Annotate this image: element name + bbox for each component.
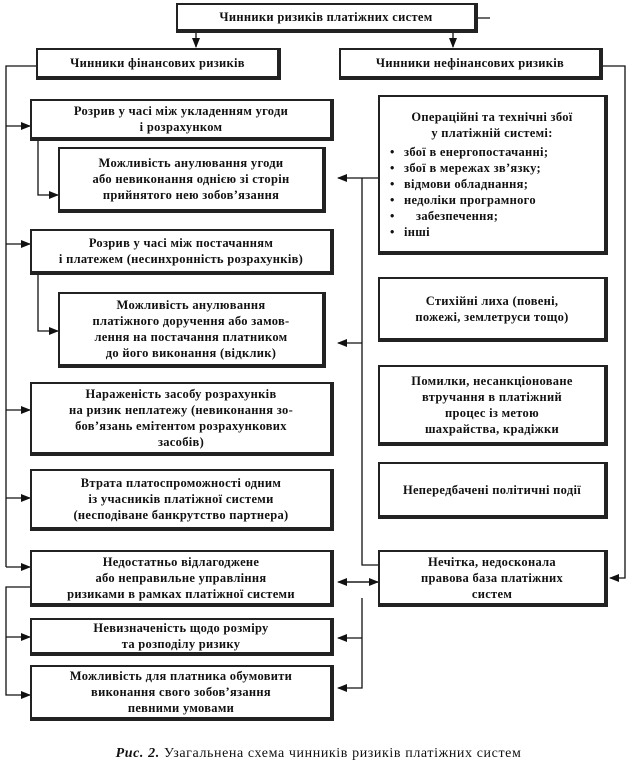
factor-line: ризиками в рамках платіжної системи xyxy=(67,586,295,601)
factor-line: Нараженість засобу розрахунків xyxy=(85,387,277,401)
factor-line: Можливість анулювання xyxy=(116,298,266,312)
arrow-legal-f9 xyxy=(338,598,362,688)
financial-factor-box xyxy=(30,99,334,141)
nonfinancial-factor-box xyxy=(378,277,608,342)
arrow-f1-f2 xyxy=(38,140,58,195)
caption-label: Рис. 2. xyxy=(115,746,160,761)
factor-line: Невизначеність щодо розміру xyxy=(93,621,269,635)
factor-line: Недостатньо відлагоджене xyxy=(102,554,260,569)
factor-line: Непередбачені політичні події xyxy=(402,482,582,497)
nonfinancial-header-box xyxy=(339,48,603,80)
arrow-f9 xyxy=(6,587,30,695)
nonfinancial-factor-box xyxy=(378,365,608,446)
factor-line: Помилки, несанкціоноване xyxy=(411,373,573,388)
factor-line: Можливість анулювання угоди xyxy=(98,156,284,170)
factor-line: платіжного доручення або замов- xyxy=(92,314,290,328)
financial-factor-box xyxy=(30,469,334,531)
factor-line: систем xyxy=(471,586,513,601)
factor-line: Втрата платоспроможності одним xyxy=(80,476,282,490)
factor-line: втручання в платіжний xyxy=(422,389,562,404)
legal-base-box xyxy=(378,550,608,607)
list-item-continuation: • забезпечення; xyxy=(404,208,548,224)
title-text: Чинники ризиків платіжних систем xyxy=(219,10,433,24)
financial-factor-box xyxy=(30,665,334,721)
factor-line: та розподілу ризику xyxy=(121,637,241,651)
arrow-f3-f4 xyxy=(38,275,58,331)
factor-line: прийнятого нею зобов’язання xyxy=(102,188,280,202)
list-item: • збої в мережах зв’язку; xyxy=(404,160,548,176)
title-box xyxy=(176,3,478,33)
caption-text: Узагальнена схема чинників ризиків платіжних систем xyxy=(163,746,522,761)
financial-factor-box xyxy=(58,147,326,213)
factor-line: або невиконання однією зі сторін xyxy=(92,172,290,186)
nonfinancial-factor-box xyxy=(378,462,608,519)
nonfinancial-header-text: Чинники нефінансових ризиків xyxy=(375,56,565,70)
factor-line: бов’язань емітентом розрахункових xyxy=(75,419,287,433)
factor-line: певними умовами xyxy=(127,701,235,715)
list-item: • відмови обладнання; xyxy=(404,176,548,192)
figure-caption xyxy=(0,746,637,762)
financial-factor-box xyxy=(30,550,334,607)
factor-line: шахрайства, крадіжки xyxy=(424,421,560,436)
factor-line: правова база платіжних xyxy=(420,570,564,585)
factor-line: засобів) xyxy=(157,435,205,449)
factor-line: Стихійні лиха (повені, xyxy=(425,293,559,308)
financial-header-text: Чинники фінансових ризиків xyxy=(70,56,245,70)
factor-line: Розрив у часі між постачанням xyxy=(88,236,274,250)
technical-failures-box xyxy=(378,95,608,255)
factor-line: процес із метою xyxy=(445,405,539,420)
financial-factor-box xyxy=(30,229,334,275)
factor-line: Розрив у часі між укладенням угоди xyxy=(73,104,289,118)
list-item: • інші xyxy=(404,224,548,240)
factor-line: до його виконання (відклик) xyxy=(105,346,277,360)
list-item: • недоліки програмного xyxy=(404,192,548,208)
factor-line: лення на постачання платником xyxy=(94,330,288,344)
financial-factor-box xyxy=(58,292,326,368)
factor-line: виконання свого зобов’язання xyxy=(91,685,271,699)
factor-line: (несподіване банкрутство партнера) xyxy=(73,508,289,522)
factor-line: і розрахунком xyxy=(139,120,223,134)
technical-heading-line: Операційні та технічні збої xyxy=(411,110,573,124)
factor-line: пожежі, землетруси тощо) xyxy=(415,309,569,324)
factor-line: або неправильне управління xyxy=(95,570,267,585)
factor-line: на ризик неплатежу (невиконання зо- xyxy=(68,403,294,417)
factor-line: Нечітка, недосконала xyxy=(428,554,556,569)
factor-line: і платежем (несинхронність розрахунків) xyxy=(58,252,304,266)
list-item: • збої в енергопостачанні; xyxy=(404,144,548,160)
technical-list xyxy=(386,144,548,240)
financial-factor-box xyxy=(30,618,334,656)
financial-factor-box xyxy=(30,382,334,456)
financial-header-box xyxy=(36,48,281,80)
factor-line: Можливість для платника обумовити xyxy=(69,669,293,683)
factor-line: із учасників платіжної системи xyxy=(88,492,274,506)
technical-heading-line: у платіжній системі: xyxy=(431,126,553,140)
